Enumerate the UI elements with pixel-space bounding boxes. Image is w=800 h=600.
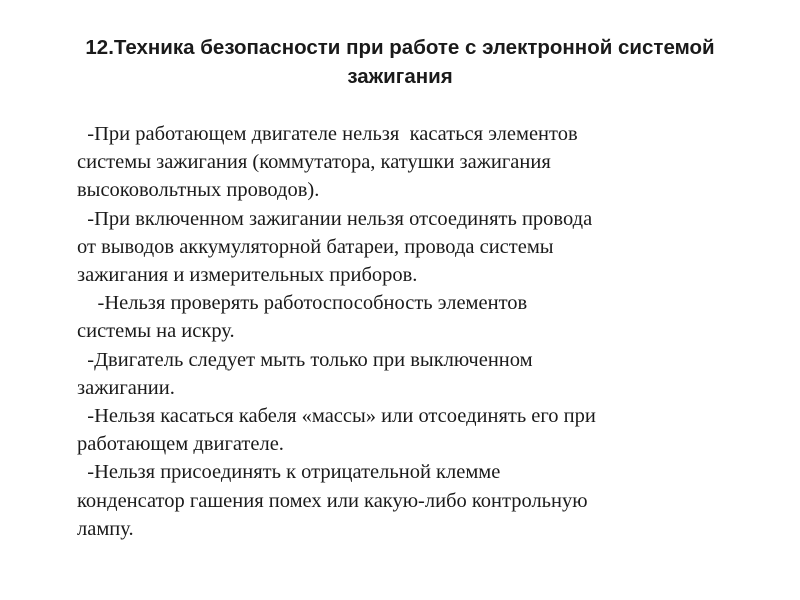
slide-title: 12.Техника безопасности при работе с электронной системой зажигания — [85, 36, 715, 88]
rule-paragraph-5: -Нельзя касаться кабеля «массы» или отсоединять его при работающем двигателе. — [77, 405, 596, 456]
rule-paragraph-3: -Нельзя проверять работоспособность элементов системы на искру. — [77, 292, 528, 343]
safety-rules-text — [77, 120, 777, 543]
rule-paragraph-2: -При включенном зажигании нельзя отсоединять провода от выводов аккумуляторной батареи, провода системы зажигания и измерительных приборов. — [77, 207, 593, 287]
rule-paragraph-4: -Двигатель следует мыть только при выключенном зажигании. — [77, 348, 533, 399]
rule-paragraph-6: -Нельзя присоединять к отрицательной клемме конденсатор гашения помех или какую-либо контрольную лампу. — [77, 461, 588, 540]
rule-paragraph-1: -При работающем двигателе нельзя касаться элементов системы зажигания (коммутатора, катушки зажигания высоковольтных проводов). — [77, 123, 578, 202]
